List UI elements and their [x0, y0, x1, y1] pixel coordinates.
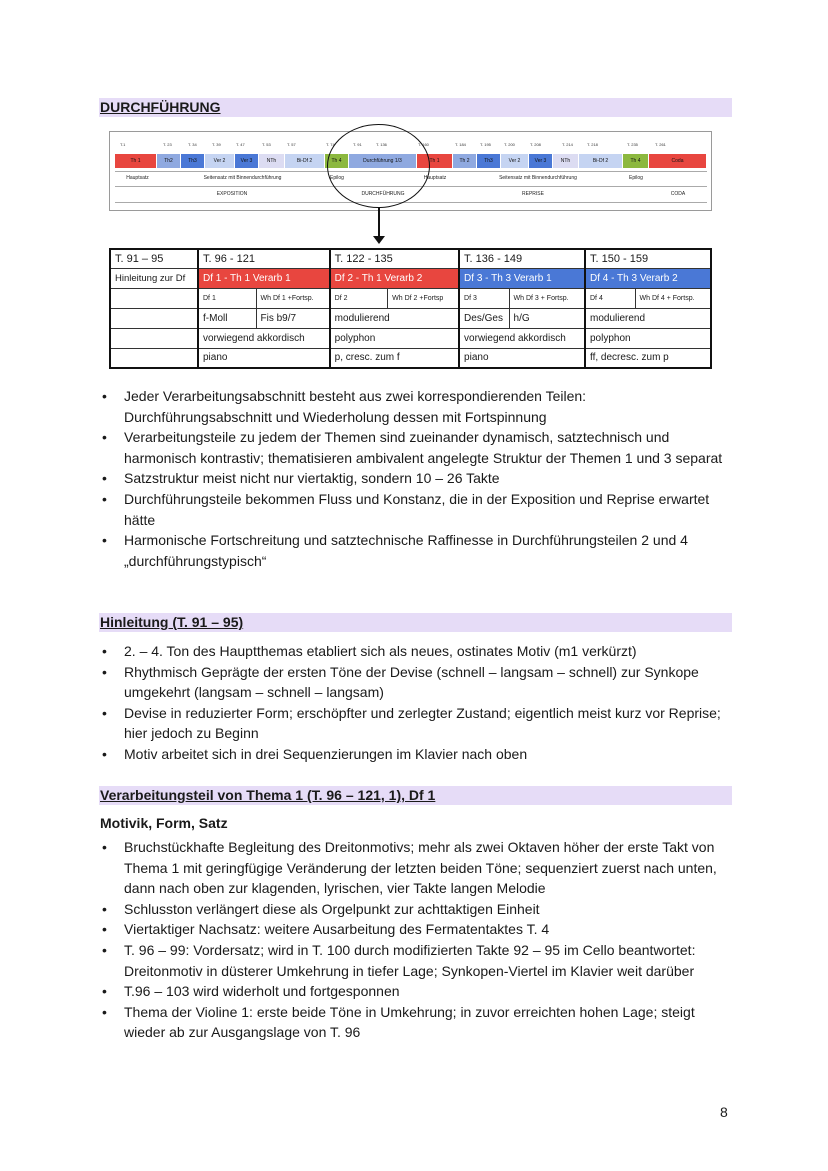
- table-row: [110, 328, 711, 348]
- bar-th1: Th 1: [115, 154, 157, 168]
- table-cell: Df 2: [330, 288, 388, 308]
- tick-label: T. 136: [376, 142, 387, 147]
- table-cell: Df 2 - Th 1 Verarb 2: [330, 268, 459, 288]
- bar-th2-reprise: Th 2: [453, 154, 477, 168]
- bar-bidf2: Bi-Df 2: [285, 154, 325, 168]
- table-row: [110, 268, 711, 288]
- divider: [115, 202, 707, 203]
- tick-label: T. 214: [562, 142, 573, 147]
- table-cell: Wh Df 4 + Fortsp.: [635, 288, 711, 308]
- tick-label: T. 160: [418, 142, 429, 147]
- list-item: • Durchführungsteile bekommen Fluss und Konstanz, die in der Exposition und Reprise erwartet hätte: [100, 489, 730, 530]
- list-item: • Viertaktiger Nachsatz: weitere Ausarbeitung des Fermatentaktes T. 4: [100, 919, 730, 940]
- label-coda: CODA: [670, 191, 686, 197]
- tick-label: T. 208: [530, 142, 541, 147]
- bullet-list-overview: [100, 386, 730, 571]
- table-row: [110, 348, 711, 368]
- table-cell: T. 136 - 149: [459, 249, 585, 268]
- list-item: • T.96 – 103 wird widerholt und fortgesponnen: [100, 981, 730, 1002]
- label-exposition: EXPOSITION: [216, 191, 248, 197]
- tick-label: T. 57: [287, 142, 296, 147]
- label-seitensatz-reprise: Seitensatz mit Binnendurchführung: [499, 175, 577, 181]
- table-cell: Df 3 - Th 3 Verarb 1: [459, 268, 585, 288]
- tick-label: T.1: [120, 142, 126, 147]
- table-cell: polyphon: [330, 328, 459, 348]
- label-hauptsatz: Hauptsatz: [126, 175, 149, 181]
- list-item: • Thema der Violine 1: erste beide Töne in Umkehrung; in zuvor erreichten hohen Lage; steigt wieder ab zur Ausgangslage von T. 96: [100, 1002, 730, 1043]
- table-cell: h/G: [509, 308, 585, 328]
- table-cell: Wh Df 1 +Fortsp.: [256, 288, 330, 308]
- section-heading-durchfuehrung: DURCHFÜHRUNG: [99, 98, 732, 117]
- list-item: • T. 96 – 99: Vordersatz; wird in T. 100 durch modifizierten Takte 92 – 95 im Cello beantwortet: Dreitonmotiv in düsterer Umkehrung in tiefer Lage; Synkopen-Viertel im Klavier weit darüber: [100, 940, 730, 981]
- bar-coda: Coda: [649, 154, 707, 168]
- bar-th4: Th 4: [325, 154, 349, 168]
- label-epilog: Epilog: [330, 175, 344, 181]
- table-cell: Df 4: [585, 288, 635, 308]
- table-cell: [110, 308, 198, 328]
- table-cell: piano: [459, 348, 585, 368]
- list-item: • Jeder Verarbeitungsabschnitt besteht aus zwei korrespondierenden Teilen: Durchführungsabschnitt und Wiederholung dessen mit Fortspinnung: [100, 386, 730, 427]
- list-item: • Schlusston verlängert diese als Orgelpunkt zur achttaktigen Einheit: [100, 899, 730, 920]
- bar-ver2-reprise: Ver 2: [501, 154, 529, 168]
- table-cell: Des/Ges: [459, 308, 509, 328]
- bar-th3: Th3: [181, 154, 205, 168]
- label-epilog-reprise: Epilog: [629, 175, 643, 181]
- durchfuehrung-table: [109, 248, 712, 369]
- table-cell: Df 3: [459, 288, 509, 308]
- list-item: • Bruchstückhafte Begleitung des Dreitonmotivs; mehr als zwei Oktaven höher der erste Takt von Thema 1 mit geringfügige Veränderung der letzten beiden Töne; sequenziert zuerst nach unten, dann nach oben zur klagenden, lyrischen, vier Takte langen Melodie: [100, 837, 730, 899]
- bar-nth-reprise: NTh: [553, 154, 579, 168]
- subheading-motivik: Motivik, Form, Satz: [100, 815, 228, 831]
- section-heading-hinleitung: Hinleitung (T. 91 – 95): [99, 613, 732, 632]
- table-cell: Df 4 - Th 3 Verarb 2: [585, 268, 711, 288]
- label-durchfuehrung: DURCHFÜHRUNG: [361, 191, 405, 197]
- table-cell: [110, 348, 198, 368]
- tick-label: T. 261: [655, 142, 666, 147]
- page-number: 8: [720, 1104, 728, 1120]
- table-row: [110, 249, 711, 268]
- table-cell: [110, 288, 198, 308]
- arrow-down-icon: [378, 208, 380, 238]
- table-cell: ff, decresc. zum p: [585, 348, 711, 368]
- table-cell: Wh Df 2 +Fortsp: [388, 288, 459, 308]
- tick-label: T. 195: [480, 142, 491, 147]
- table-row: [110, 288, 711, 308]
- bullet-list-verarbeitung1: [100, 837, 730, 1043]
- bullet-list-hinleitung: [100, 641, 730, 765]
- label-seitensatz: Seitensatz mit Binnendurchführung: [203, 175, 282, 181]
- table-cell: T. 150 - 159: [585, 249, 711, 268]
- list-item: • 2. – 4. Ton des Hauptthemas etabliert sich als neues, ostinates Motiv (m1 verkürzt): [100, 641, 730, 662]
- arrow-head-icon: [373, 236, 385, 244]
- bar-ver3-reprise: Ver 3: [529, 154, 553, 168]
- list-item: • Rhythmisch Geprägte der ersten Töne der Devise (schnell – langsam – schnell) zur Synkope umgekehrt (langsam – schnell – langsam): [100, 662, 730, 703]
- label-reprise: REPRISE: [522, 191, 544, 197]
- table-cell: T. 96 - 121: [198, 249, 330, 268]
- bar-th4-reprise: Th 4: [623, 154, 649, 168]
- label-hauptsatz-reprise: Hauptsatz: [423, 175, 447, 181]
- highlight-circle: [327, 124, 430, 208]
- table-cell: [110, 328, 198, 348]
- table-cell: Hinleitung zur Df: [110, 268, 198, 288]
- tick-label: T. 91: [353, 142, 362, 147]
- bar-nth: NTh: [259, 154, 285, 168]
- list-item: • Devise in reduzierter Form; erschöpfter und zerlegter Zustand; eigentlich meist kurz vor Reprise; hier jedoch zu Beginn: [100, 703, 730, 744]
- tick-label: T. 23: [163, 142, 172, 147]
- table-cell: polyphon: [585, 328, 711, 348]
- table-cell: vorwiegend akkordisch: [459, 328, 585, 348]
- table-cell: piano: [198, 348, 330, 368]
- tick-label: T. 200: [504, 142, 515, 147]
- table-cell: T. 91 – 95: [110, 249, 198, 268]
- tick-label: T. 34: [188, 142, 197, 147]
- bar-bidf2-reprise: Bi-Df 2: [579, 154, 623, 168]
- tick-label: T. 218: [587, 142, 598, 147]
- list-item: • Motiv arbeitet sich in drei Sequenzierungen im Klavier nach oben: [100, 744, 730, 765]
- list-item: • Harmonische Fortschreitung und satztechnische Raffinesse in Durchführungsteilen 2 und 4 „durchführungstypisch“: [100, 530, 730, 571]
- table-cell: Df 1 - Th 1 Verarb 1: [198, 268, 330, 288]
- table-cell: T. 122 - 135: [330, 249, 459, 268]
- bar-th2: Th2: [157, 154, 181, 168]
- table-cell: f-Moll: [198, 308, 256, 328]
- tick-label: T. 74: [326, 142, 335, 147]
- tick-label: T. 39: [212, 142, 221, 147]
- list-item: • Verarbeitungsteile zu jedem der Themen sind zueinander dynamisch, satztechnisch und harmonisch kontrastiv; thematisieren ambivalent angelegte Struktur der Themen 1 und 3 separat: [100, 427, 730, 468]
- bar-ver2: Ver 2: [205, 154, 235, 168]
- bar-th1-reprise: Th 1: [417, 154, 453, 168]
- table-cell: vorwiegend akkordisch: [198, 328, 330, 348]
- table-cell: Fis b9/7: [256, 308, 330, 328]
- tick-label: T. 235: [627, 142, 638, 147]
- table-cell: Df 1: [198, 288, 256, 308]
- table-cell: modulierend: [330, 308, 459, 328]
- section-heading-verarbeitung1: Verarbeitungsteil von Thema 1 (T. 96 – 121, 1), Df 1: [99, 786, 732, 805]
- table-cell: Wh Df 3 + Fortsp.: [509, 288, 585, 308]
- table-cell: p, cresc. zum f: [330, 348, 459, 368]
- tick-label: T. 53: [262, 142, 271, 147]
- tick-label: T. 47: [236, 142, 245, 147]
- bar-ver3: Ver 3: [235, 154, 259, 168]
- list-item: • Satzstruktur meist nicht nur viertaktig, sondern 10 – 26 Takte: [100, 468, 730, 489]
- bar-th3-reprise: Th3: [477, 154, 501, 168]
- tick-label: T. 184: [455, 142, 466, 147]
- table-row: [110, 308, 711, 328]
- table-cell: modulierend: [585, 308, 711, 328]
- bar-durchfuehrung: Durchführung 1/3: [349, 154, 417, 168]
